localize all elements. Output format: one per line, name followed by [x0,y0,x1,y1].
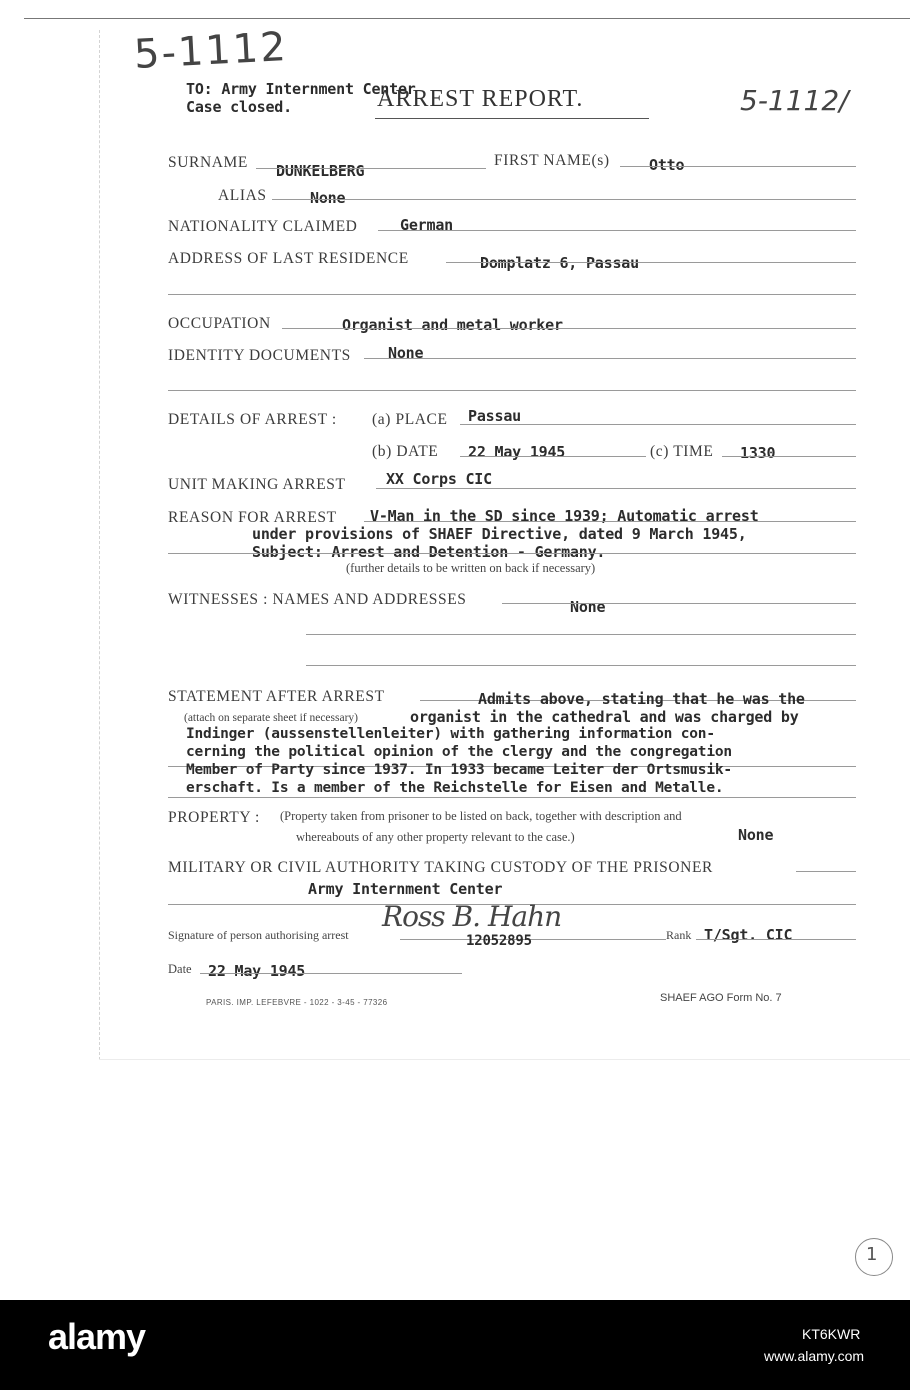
title-underline [375,118,649,119]
statement-label: STATEMENT AFTER ARREST [168,688,385,705]
surname-line [256,168,486,169]
property-note-2: whereabouts of any other property relevant to the case.) [296,830,575,844]
alias-line [272,199,856,200]
first-name-label: FIRST NAME(s) [494,152,610,169]
address-label: ADDRESS OF LAST RESIDENCE [168,250,409,267]
stock-site: www.alamy.com [764,1348,865,1364]
time-label: (c) TIME [650,443,714,460]
reason-line-3: Subject: Arrest and Detention - Germany. [252,543,606,561]
reason-rule-2 [168,553,856,554]
form-id: SHAEF AGO Form No. 7 [660,992,782,1004]
surname-value: DUNKELBERG [276,162,365,180]
statement-line-6: erschaft. Is a member of the Reichstelle for Eisen and Metalle. [186,780,724,796]
property-note-1: (Property taken from prisoner to be listed on back, together with description and [280,809,682,823]
identity-value: None [388,344,424,362]
unit-label: UNIT MAKING ARREST [168,476,346,493]
authority-rule-1 [796,871,856,872]
reason-line-1: V-Man in the SD since 1939; Automatic arrest [370,507,759,525]
time-value: 1330 [740,444,776,462]
routing-line-1: TO: Army Internment Center [186,80,416,98]
alias-label: ALIAS [218,187,267,204]
reason-label: REASON FOR ARREST [168,509,337,526]
statement-line-1: Admits above, stating that he was the [478,690,805,708]
statement-rule-3 [168,797,856,798]
nationality-line [378,230,856,231]
statement-line-2: organist in the cathedral and was charged by [410,708,799,726]
place-line [460,424,856,425]
file-number-left: 5-1112 [132,24,289,78]
property-value: None [738,826,774,844]
routing-line-2: Case closed. [186,98,292,116]
stock-logo: alamy [48,1316,146,1357]
identity-line-2 [168,390,856,391]
occupation-line [282,328,856,329]
occupation-label: OCCUPATION [168,315,271,332]
occupation-value: Organist and metal worker [342,316,563,334]
authority-value: Army Internment Center [308,880,503,898]
statement-note: (attach on separate sheet if necessary) [184,712,359,724]
signature: Ross B. Hahn [382,900,562,933]
address-line [446,262,856,263]
signature-line [400,939,666,940]
date2-label: Date [168,962,192,976]
witnesses-value: None [570,598,606,616]
rank-value: T/Sgt. CIC [704,926,793,944]
nationality-label: NATIONALITY CLAIMED [168,218,358,235]
statement-line-5: Member of Party since 1937. In 1933 became Leiter der Ortsmusik- [186,762,732,778]
first-name-value: Otto [649,156,685,174]
signature-label: Signature of person authorising arrest [168,928,349,942]
reason-line-2: under provisions of SHAEF Directive, dated 9 March 1945, [252,525,747,543]
reason-note: (further details to be written on back if necessary) [346,561,596,575]
stock-image-id: KT6KWR [802,1326,861,1342]
time-line [722,456,856,457]
unit-value: XX Corps CIC [386,470,492,488]
statement-line-3: Indinger (aussenstellenleiter) with gathering information con- [186,726,715,742]
page-title: ARREST REPORT. [377,86,584,112]
authority-label: MILITARY OR CIVIL AUTHORITY TAKING CUSTODY OF THE PRISONER [168,859,713,876]
date2-value: 22 May 1945 [208,962,306,980]
surname-label: SURNAME [168,154,248,171]
property-label: PROPERTY : [168,809,260,826]
file-number-right: 5-1112/ [740,84,849,117]
witnesses-line-2 [306,634,856,635]
page-number: 1 [866,1244,878,1265]
address-value: Domplatz 6, Passau [480,254,639,272]
rank-label: Rank [666,928,692,942]
address-line-2 [168,294,856,295]
details-label: DETAILS OF ARREST : [168,411,337,428]
identity-label: IDENTITY DOCUMENTS [168,347,351,364]
reason-rule-1 [364,521,856,522]
witnesses-label: WITNESSES : NAMES AND ADDRESSES [168,591,467,608]
alias-value: None [310,189,346,207]
date-value: 22 May 1945 [468,443,566,461]
nationality-value: German [400,216,453,234]
unit-line [376,488,856,489]
rank-line [696,939,856,940]
date-label: (b) DATE [372,443,439,460]
date-line [460,456,646,457]
witnesses-line-1 [502,603,856,604]
first-name-line [620,166,856,167]
printer-line: PARIS. IMP. LEFEBVRE - 1022 - 3-45 - 77326 [206,998,388,1007]
paper-bottom-edge [99,1059,910,1060]
place-value: Passau [468,407,521,425]
serial-number: 12052895 [466,933,532,949]
paper-left-edge [99,30,100,1060]
place-label: (a) PLACE [372,411,448,428]
identity-line [364,358,856,359]
witnesses-line-3 [306,665,856,666]
paper-top-edge [24,18,910,19]
statement-line-4: cerning the political opinion of the clergy and the congregation [186,744,732,760]
date2-line [200,973,462,974]
